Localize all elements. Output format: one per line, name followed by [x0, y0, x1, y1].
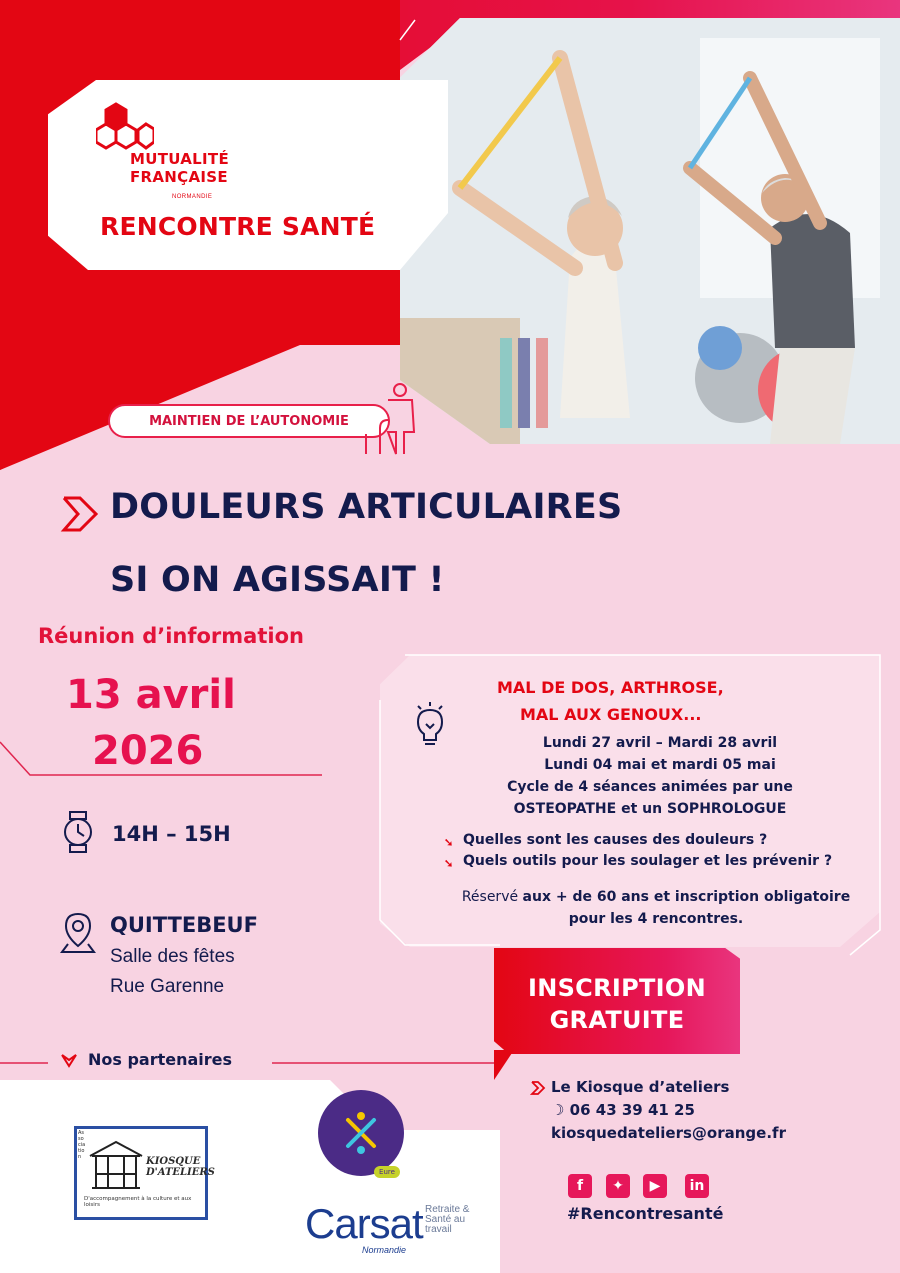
bluesky-icon[interactable]: ✦ — [606, 1174, 630, 1198]
title-line-2: SI ON AGISSAIT ! — [110, 560, 445, 600]
inscription-line-2: GRATUITE — [549, 1006, 685, 1034]
title-line-1: DOULEURS ARTICULAIRES — [110, 487, 623, 527]
contact-phone[interactable]: ☽ 06 43 39 41 25 — [551, 1101, 695, 1119]
kiosk-pavilion-icon — [88, 1138, 144, 1192]
question-1: Quelles sont les causes des douleurs ? — [463, 832, 768, 848]
info-heading-2: MAL AUX GENOUX... — [520, 705, 702, 724]
info-cycle-2: OSTEOPATHE et un SOPHROLOGUE — [513, 801, 787, 817]
place-hall: Salle des fêtes — [110, 946, 235, 967]
youtube-icon[interactable]: ▶ — [643, 1174, 667, 1198]
chevron-right-icon — [60, 494, 100, 534]
info-dates-2: Lundi 04 mai et mardi 05 mai — [544, 757, 776, 773]
contact-email[interactable]: kiosquedateliers@orange.fr — [551, 1124, 786, 1142]
bullet-arrow-icon: ➘ — [444, 837, 454, 849]
brand-name: MUTUALITÉ FRANÇAISE — [130, 150, 229, 186]
date-day: 13 avril — [66, 672, 236, 718]
info-cycle-1: Cycle de 4 séances animées par une — [507, 779, 793, 795]
watch-icon — [60, 810, 96, 854]
question-2: Quels outils pour les soulager et les prévenir ? — [463, 853, 833, 869]
place-street: Rue Garenne — [110, 976, 225, 997]
commission-region: Eure — [374, 1166, 400, 1178]
lightbulb-icon — [414, 700, 446, 750]
meeting-time: 14H – 15H — [112, 822, 231, 846]
people-cross-icon — [336, 1108, 386, 1158]
date-year: 2026 — [92, 728, 204, 774]
theme-pill: MAINTIEN DE L’AUTONOMIE — [108, 404, 390, 438]
reserve-line-1: Réservé aux + de 60 ans et inscription obligatoire — [461, 889, 851, 905]
carsat-region: Normandie — [362, 1245, 407, 1255]
info-heading-1: MAL DE DOS, ARTHROSE, — [497, 678, 724, 697]
linkedin-icon[interactable]: in — [685, 1174, 709, 1198]
place-name: QUITTEBEUF — [110, 913, 258, 937]
info-dates-1: Lundi 27 avril – Mardi 28 avril — [542, 735, 778, 751]
kiosque-name: KIOSQUE D'ATELIERS — [146, 1156, 215, 1178]
contact-organizer: Le Kiosque d’ateliers — [551, 1078, 730, 1096]
reserve-line-2: pour les 4 rencontres. — [568, 911, 744, 927]
location-pin-icon — [60, 910, 96, 954]
banner-tail — [494, 1050, 514, 1080]
phone-icon: ☽ — [551, 1101, 570, 1119]
chevron-right-icon — [530, 1080, 546, 1096]
bullet-arrow-icon: ➘ — [444, 858, 454, 870]
hashtag: #Rencontresanté — [567, 1204, 724, 1223]
kiosque-vertical: Association — [78, 1130, 86, 1160]
meeting-label: Réunion d’information — [38, 624, 304, 648]
event-type: RENCONTRE SANTÉ — [100, 212, 376, 241]
partners-label: Nos partenaires — [88, 1050, 233, 1069]
senior-person-icon — [360, 382, 424, 456]
facebook-icon[interactable]: f — [568, 1174, 592, 1198]
chevron-down-icon — [60, 1052, 78, 1070]
brand-region: NORMANDIE — [172, 194, 213, 200]
carsat-logo: Carsat — [305, 1200, 423, 1247]
inscription-line-1: INSCRIPTION — [527, 974, 706, 1002]
carsat-tagline: Retraite & Santé au travail — [425, 1204, 470, 1235]
hero-photo — [400, 18, 900, 444]
kiosque-tagline: D'accompagnement à la culture et aux loisirs — [84, 1196, 192, 1208]
